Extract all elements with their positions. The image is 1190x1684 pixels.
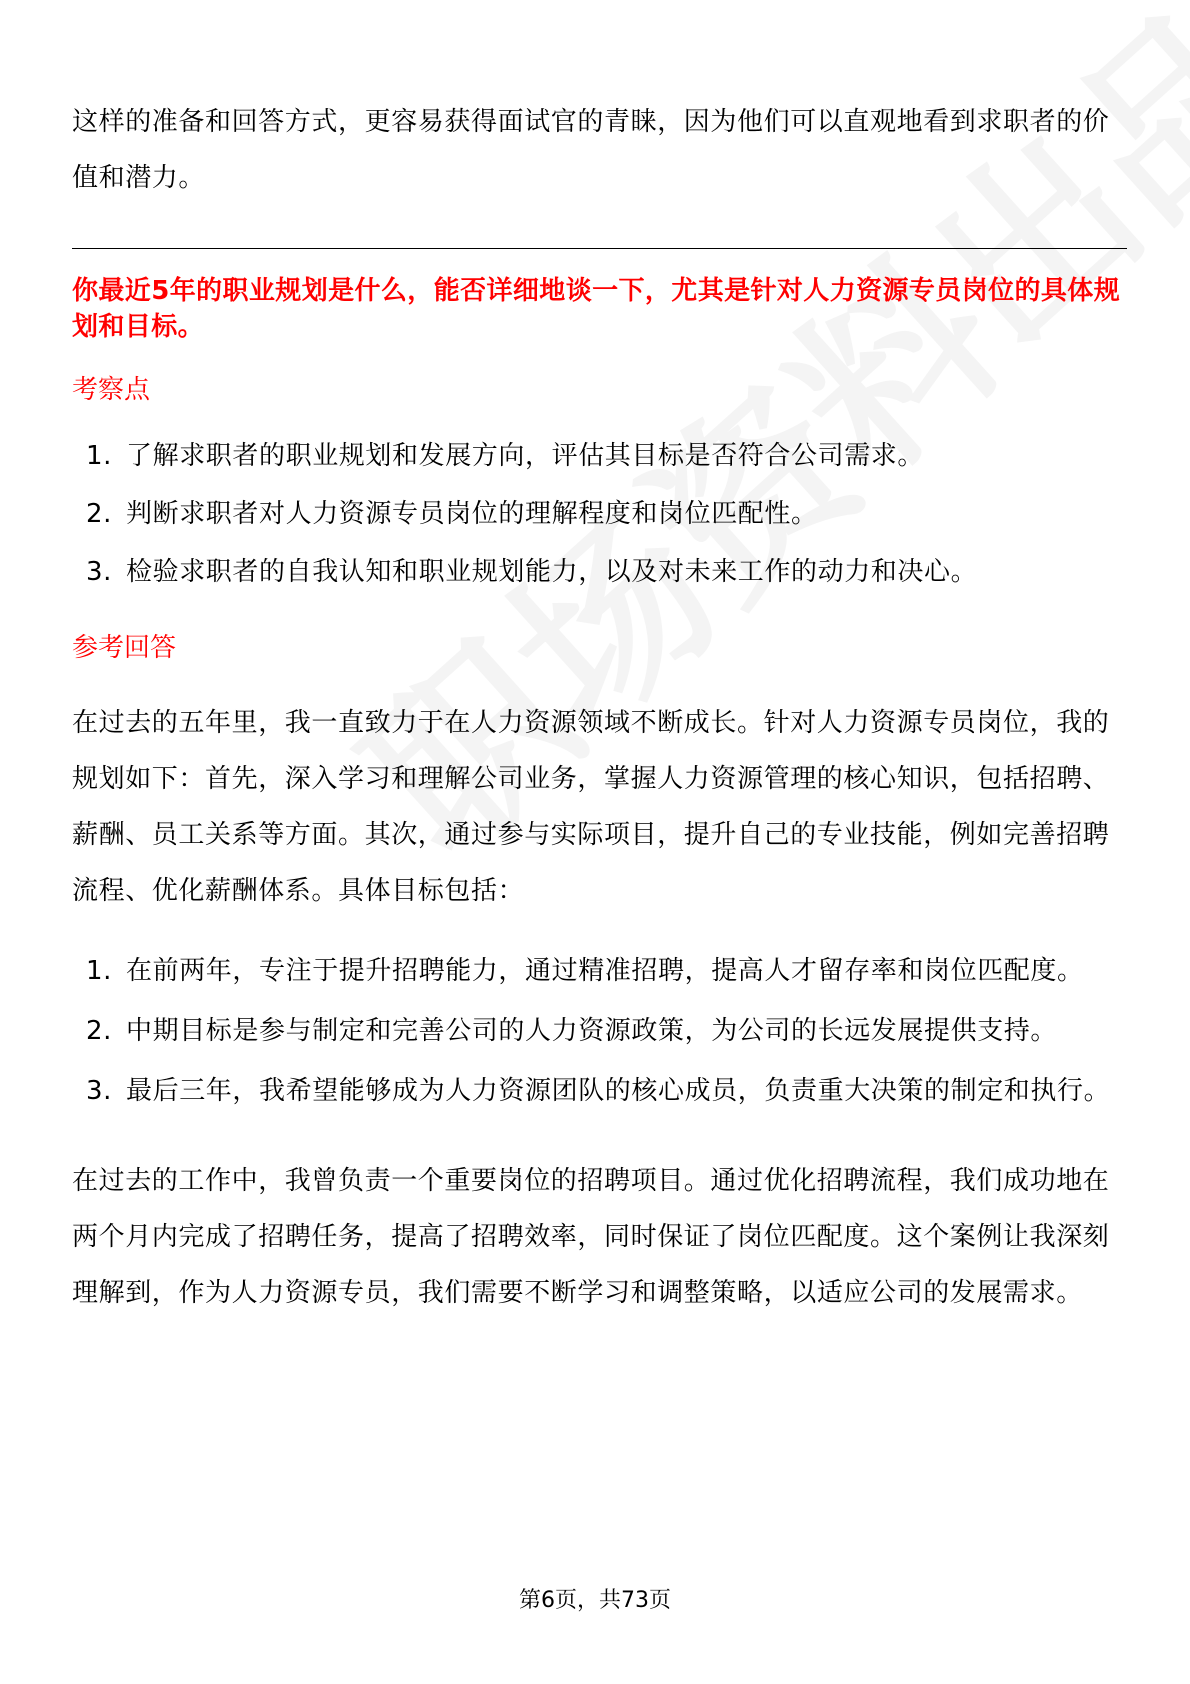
checkpoints-list	[72, 437, 1127, 591]
list-item	[72, 1003, 1127, 1059]
list-item	[72, 553, 1127, 591]
list-number: 3.	[86, 557, 113, 587]
intro-paragraph: 这样的准备和回答方式，更容易获得面试官的青睐，因为他们可以直观地看到求职者的价值和潜力。	[72, 107, 1110, 193]
list-text: 判断求职者对人力资源专员岗位的理解程度和岗位匹配性。	[126, 499, 818, 529]
list-number: 1.	[86, 441, 113, 471]
list-text: 了解求职者的职业规划和发展方向，评估其目标是否符合公司需求。	[126, 441, 925, 471]
checkpoints-title: 考察点	[72, 375, 151, 405]
answer-paragraph-2: 在过去的工作中，我曾负责一个重要岗位的招聘项目。通过优化招聘流程，我们成功地在两个月内完成了招聘任务，提高了招聘效率，同时保证了岗位匹配度。这个案例让我深刻理解到，作为人力资源专员，我们需要不断学习和调整策略，以适应公司的发展需求。	[72, 1166, 1110, 1308]
list-number: 3.	[86, 1076, 113, 1106]
answer-paragraph-1: 在过去的五年里，我一直致力于在人力资源领域不断成长。针对人力资源专员岗位，我的规划如下：首先，深入学习和理解公司业务，掌握人力资源管理的核心知识，包括招聘、薪酬、员工关系等方面。其次，通过参与实际项目，提升自己的专业技能，例如完善招聘流程、优化薪酬体系。具体目标包括：	[72, 708, 1110, 906]
interview-question: 你最近5年的职业规划是什么，能否详细地谈一下，尤其是针对人力资源专员岗位的具体规划和目标。	[72, 276, 1121, 342]
list-text: 在前两年，专注于提升招聘能力，通过精准招聘，提高人才留存率和岗位匹配度。	[126, 956, 1084, 986]
page-number-footer: 第6页，共73页	[519, 1588, 671, 1613]
section-divider	[72, 248, 1127, 249]
list-number: 2.	[86, 499, 113, 529]
answer-title: 参考回答	[72, 633, 177, 663]
list-text: 检验求职者的自我认知和职业规划能力，以及对未来工作的动力和决心。	[126, 557, 978, 587]
list-item	[72, 1063, 1127, 1119]
document-page	[72, 94, 1127, 1321]
list-number: 2.	[86, 1016, 113, 1046]
goals-list	[72, 943, 1127, 1119]
list-item	[72, 437, 1127, 475]
list-item	[72, 495, 1127, 533]
list-item	[72, 943, 1127, 999]
list-text: 最后三年，我希望能够成为人力资源团队的核心成员，负责重大决策的制定和执行。	[126, 1076, 1111, 1106]
list-number: 1.	[86, 956, 113, 986]
list-text: 中期目标是参与制定和完善公司的人力资源政策，为公司的长远发展提供支持。	[126, 1016, 1058, 1046]
